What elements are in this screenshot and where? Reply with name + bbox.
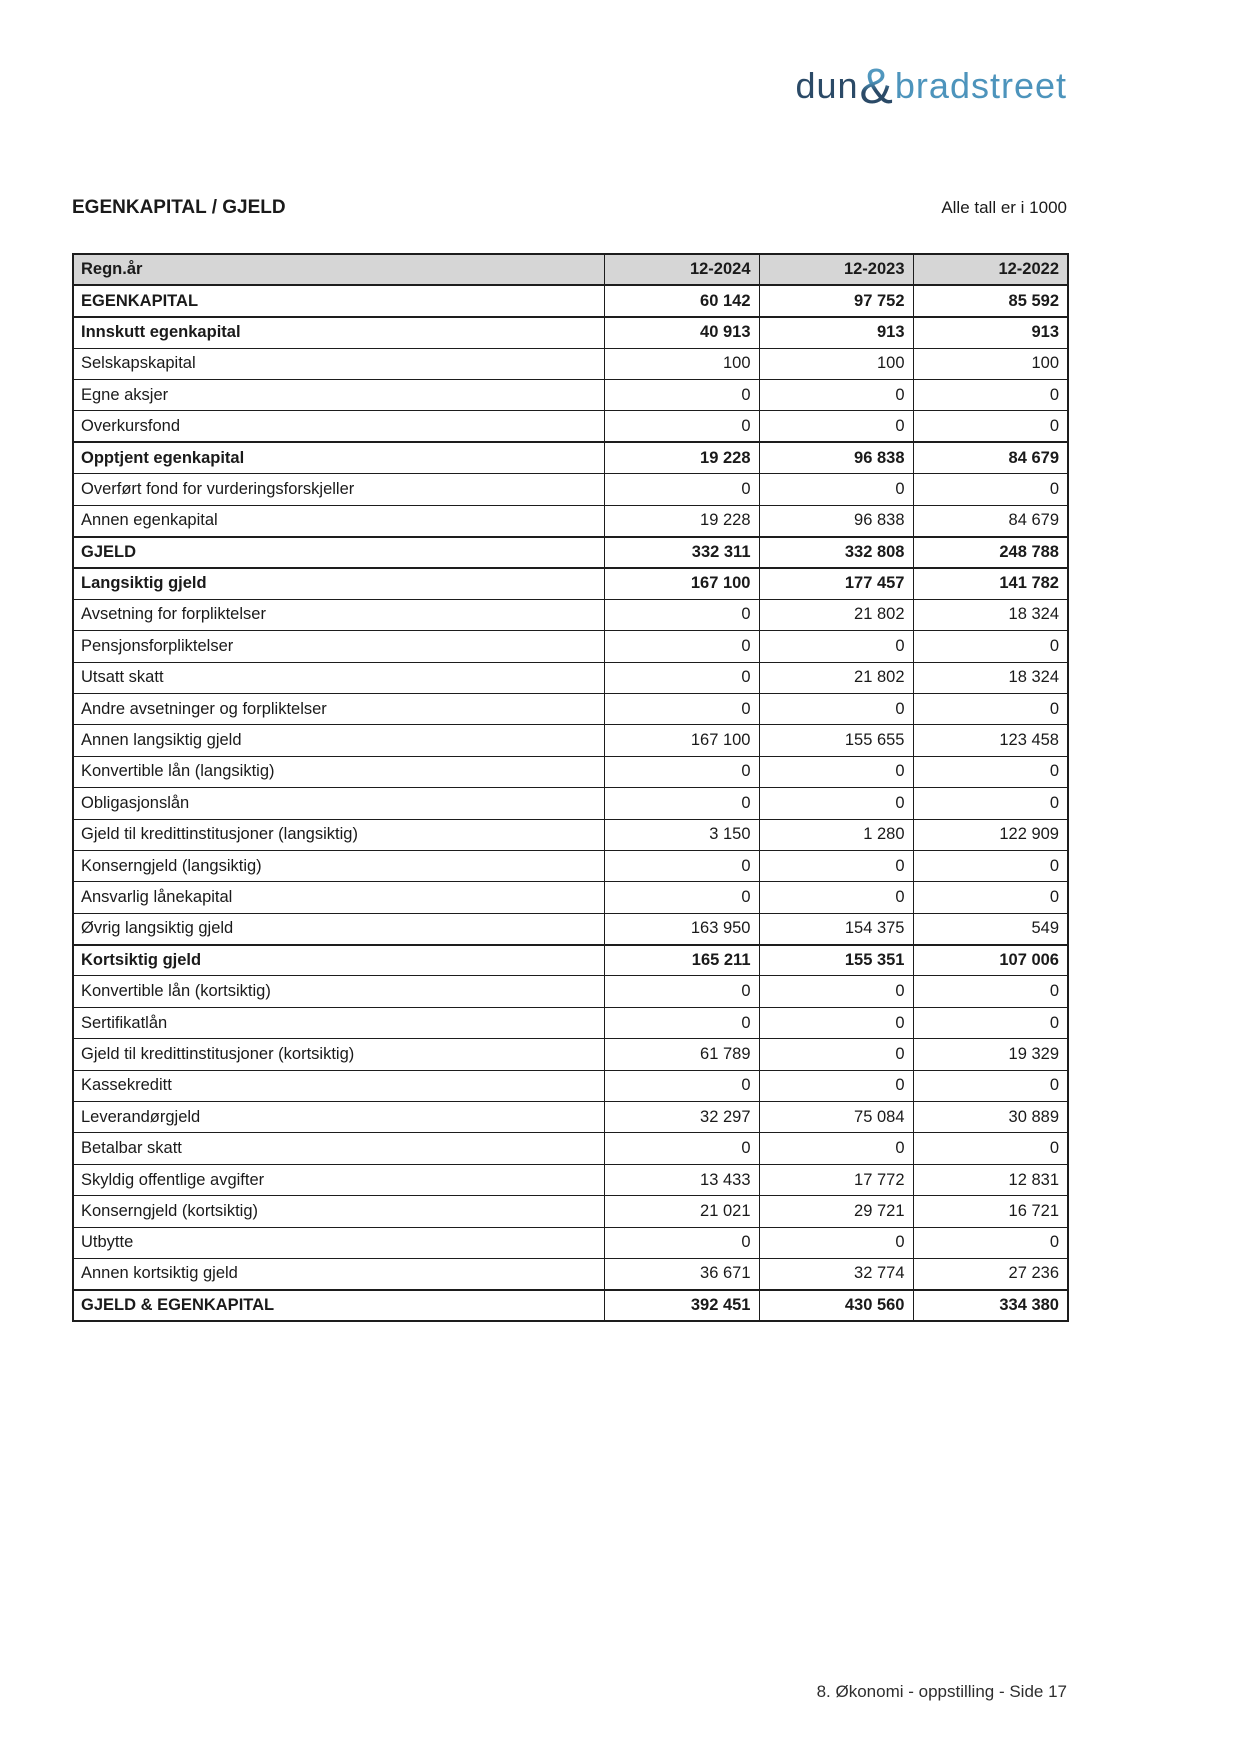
row-value: 0 bbox=[759, 1227, 913, 1258]
row-value: 163 950 bbox=[604, 913, 759, 944]
row-label: Annen kortsiktig gjeld bbox=[73, 1259, 604, 1290]
row-value: 913 bbox=[759, 317, 913, 348]
row-value: 100 bbox=[913, 348, 1068, 379]
table-row bbox=[73, 537, 1068, 568]
table-row bbox=[73, 1133, 1068, 1164]
row-value: 123 458 bbox=[913, 725, 1068, 756]
row-value: 100 bbox=[604, 348, 759, 379]
row-value: 0 bbox=[604, 599, 759, 630]
row-value: 0 bbox=[913, 411, 1068, 442]
row-value: 19 228 bbox=[604, 442, 759, 473]
logo-text-dun: dun bbox=[795, 65, 859, 106]
row-value: 0 bbox=[604, 631, 759, 662]
row-value: 430 560 bbox=[759, 1290, 913, 1321]
table-header-row bbox=[73, 254, 1068, 285]
row-label: Overført fond for vurderingsforskjeller bbox=[73, 474, 604, 505]
row-label: Andre avsetninger og forpliktelser bbox=[73, 693, 604, 724]
row-label: Ansvarlig lånekapital bbox=[73, 882, 604, 913]
row-label: Kassekreditt bbox=[73, 1070, 604, 1101]
row-value: 0 bbox=[604, 756, 759, 787]
table-row bbox=[73, 1102, 1068, 1133]
page-title: EGENKAPITAL / GJELD bbox=[72, 197, 286, 218]
row-value: 84 679 bbox=[913, 442, 1068, 473]
column-header-year-2023: 12-2023 bbox=[759, 254, 913, 285]
table-row bbox=[73, 599, 1068, 630]
row-label: Annen egenkapital bbox=[73, 505, 604, 536]
row-value: 167 100 bbox=[604, 725, 759, 756]
row-value: 0 bbox=[604, 788, 759, 819]
row-value: 392 451 bbox=[604, 1290, 759, 1321]
row-value: 332 311 bbox=[604, 537, 759, 568]
row-value: 0 bbox=[759, 756, 913, 787]
row-label: Konvertible lån (langsiktig) bbox=[73, 756, 604, 787]
row-value: 61 789 bbox=[604, 1039, 759, 1070]
row-value: 0 bbox=[759, 976, 913, 1007]
row-value: 0 bbox=[759, 474, 913, 505]
row-value: 141 782 bbox=[913, 568, 1068, 599]
row-value: 0 bbox=[913, 380, 1068, 411]
row-value: 1 280 bbox=[759, 819, 913, 850]
document-page bbox=[72, 0, 1067, 1754]
row-value: 0 bbox=[759, 631, 913, 662]
row-value: 0 bbox=[759, 1007, 913, 1038]
row-label: Kortsiktig gjeld bbox=[73, 945, 604, 976]
table-row bbox=[73, 568, 1068, 599]
logo-ampersand-icon: & bbox=[859, 58, 894, 114]
row-value: 0 bbox=[604, 1133, 759, 1164]
table-row bbox=[73, 380, 1068, 411]
table-row bbox=[73, 1164, 1068, 1195]
row-value: 0 bbox=[913, 976, 1068, 1007]
row-value: 0 bbox=[604, 693, 759, 724]
column-header-year-2024: 12-2024 bbox=[604, 254, 759, 285]
row-value: 122 909 bbox=[913, 819, 1068, 850]
table-row bbox=[73, 693, 1068, 724]
row-value: 0 bbox=[913, 1227, 1068, 1258]
row-value: 0 bbox=[913, 1007, 1068, 1038]
row-value: 21 021 bbox=[604, 1196, 759, 1227]
row-value: 0 bbox=[604, 882, 759, 913]
row-value: 0 bbox=[759, 411, 913, 442]
row-value: 21 802 bbox=[759, 599, 913, 630]
row-label: Innskutt egenkapital bbox=[73, 317, 604, 348]
row-value: 0 bbox=[759, 788, 913, 819]
row-label: Utbytte bbox=[73, 1227, 604, 1258]
balance-sheet-table bbox=[72, 253, 1069, 1322]
row-value: 96 838 bbox=[759, 505, 913, 536]
row-value: 96 838 bbox=[759, 442, 913, 473]
row-label: Overkursfond bbox=[73, 411, 604, 442]
row-value: 913 bbox=[913, 317, 1068, 348]
row-value: 0 bbox=[913, 1070, 1068, 1101]
row-value: 100 bbox=[759, 348, 913, 379]
table-row bbox=[73, 725, 1068, 756]
row-value: 0 bbox=[759, 380, 913, 411]
logo-text-bradstreet: bradstreet bbox=[894, 65, 1067, 106]
row-value: 0 bbox=[759, 1039, 913, 1070]
row-label: Pensjonsforpliktelser bbox=[73, 631, 604, 662]
row-value: 60 142 bbox=[604, 285, 759, 316]
column-header-regnar: Regn.år bbox=[73, 254, 604, 285]
row-label: Utsatt skatt bbox=[73, 662, 604, 693]
row-label: Selskapskapital bbox=[73, 348, 604, 379]
row-value: 107 006 bbox=[913, 945, 1068, 976]
table-row bbox=[73, 1039, 1068, 1070]
row-value: 32 297 bbox=[604, 1102, 759, 1133]
table-row bbox=[73, 819, 1068, 850]
title-row bbox=[72, 197, 1067, 219]
column-header-year-2022: 12-2022 bbox=[913, 254, 1068, 285]
row-label: Øvrig langsiktig gjeld bbox=[73, 913, 604, 944]
row-label: EGENKAPITAL bbox=[73, 285, 604, 316]
table-body bbox=[73, 285, 1068, 1321]
table-row bbox=[73, 1007, 1068, 1038]
row-value: 32 774 bbox=[759, 1259, 913, 1290]
row-value: 18 324 bbox=[913, 662, 1068, 693]
row-value: 177 457 bbox=[759, 568, 913, 599]
row-label: Annen langsiktig gjeld bbox=[73, 725, 604, 756]
row-value: 97 752 bbox=[759, 285, 913, 316]
table-row bbox=[73, 850, 1068, 881]
table-row bbox=[73, 348, 1068, 379]
table-row bbox=[73, 913, 1068, 944]
row-value: 27 236 bbox=[913, 1259, 1068, 1290]
row-value: 0 bbox=[913, 693, 1068, 724]
row-value: 167 100 bbox=[604, 568, 759, 599]
row-value: 40 913 bbox=[604, 317, 759, 348]
table-row bbox=[73, 285, 1068, 316]
row-label: GJELD & EGENKAPITAL bbox=[73, 1290, 604, 1321]
row-label: Gjeld til kredittinstitusjoner (kortsiktig) bbox=[73, 1039, 604, 1070]
table-row bbox=[73, 474, 1068, 505]
units-note: Alle tall er i 1000 bbox=[941, 198, 1067, 217]
row-value: 0 bbox=[913, 756, 1068, 787]
row-value: 0 bbox=[759, 850, 913, 881]
table-row bbox=[73, 631, 1068, 662]
row-value: 165 211 bbox=[604, 945, 759, 976]
row-label: Konserngjeld (langsiktig) bbox=[73, 850, 604, 881]
row-value: 84 679 bbox=[913, 505, 1068, 536]
table-row bbox=[73, 788, 1068, 819]
row-value: 16 721 bbox=[913, 1196, 1068, 1227]
row-value: 36 671 bbox=[604, 1259, 759, 1290]
row-value: 30 889 bbox=[913, 1102, 1068, 1133]
row-label: Gjeld til kredittinstitusjoner (langsiktig) bbox=[73, 819, 604, 850]
row-value: 0 bbox=[759, 1070, 913, 1101]
row-label: Betalbar skatt bbox=[73, 1133, 604, 1164]
table-row bbox=[73, 662, 1068, 693]
row-value: 0 bbox=[604, 411, 759, 442]
row-value: 0 bbox=[913, 631, 1068, 662]
row-value: 17 772 bbox=[759, 1164, 913, 1195]
row-value: 18 324 bbox=[913, 599, 1068, 630]
row-value: 12 831 bbox=[913, 1164, 1068, 1195]
table-row bbox=[73, 442, 1068, 473]
row-value: 248 788 bbox=[913, 537, 1068, 568]
row-value: 75 084 bbox=[759, 1102, 913, 1133]
row-label: Konvertible lån (kortsiktig) bbox=[73, 976, 604, 1007]
row-value: 155 655 bbox=[759, 725, 913, 756]
dun-bradstreet-logo bbox=[795, 58, 1067, 114]
table-row bbox=[73, 505, 1068, 536]
row-value: 13 433 bbox=[604, 1164, 759, 1195]
row-value: 0 bbox=[913, 850, 1068, 881]
row-value: 19 329 bbox=[913, 1039, 1068, 1070]
row-value: 0 bbox=[604, 662, 759, 693]
table-row bbox=[73, 317, 1068, 348]
row-label: Konserngjeld (kortsiktig) bbox=[73, 1196, 604, 1227]
row-value: 332 808 bbox=[759, 537, 913, 568]
row-value: 155 351 bbox=[759, 945, 913, 976]
page-footer: 8. Økonomi - oppstilling - Side 17 bbox=[816, 1682, 1067, 1701]
row-value: 154 375 bbox=[759, 913, 913, 944]
row-value: 0 bbox=[604, 850, 759, 881]
table-row bbox=[73, 1259, 1068, 1290]
row-value: 0 bbox=[913, 882, 1068, 913]
row-value: 0 bbox=[604, 380, 759, 411]
table-row bbox=[73, 1290, 1068, 1321]
row-label: Langsiktig gjeld bbox=[73, 568, 604, 599]
row-value: 29 721 bbox=[759, 1196, 913, 1227]
table-row bbox=[73, 411, 1068, 442]
row-label: Skyldig offentlige avgifter bbox=[73, 1164, 604, 1195]
row-value: 0 bbox=[913, 474, 1068, 505]
row-label: Opptjent egenkapital bbox=[73, 442, 604, 473]
row-label: Leverandørgjeld bbox=[73, 1102, 604, 1133]
row-label: GJELD bbox=[73, 537, 604, 568]
table-row bbox=[73, 882, 1068, 913]
row-value: 0 bbox=[604, 1007, 759, 1038]
table-row bbox=[73, 1196, 1068, 1227]
table-row bbox=[73, 756, 1068, 787]
row-value: 3 150 bbox=[604, 819, 759, 850]
row-value: 85 592 bbox=[913, 285, 1068, 316]
row-value: 0 bbox=[759, 1133, 913, 1164]
row-value: 0 bbox=[913, 1133, 1068, 1164]
table-row bbox=[73, 1070, 1068, 1101]
row-value: 0 bbox=[604, 1070, 759, 1101]
row-label: Avsetning for forpliktelser bbox=[73, 599, 604, 630]
row-value: 0 bbox=[759, 882, 913, 913]
row-label: Obligasjonslån bbox=[73, 788, 604, 819]
row-value: 0 bbox=[913, 788, 1068, 819]
table-row bbox=[73, 1227, 1068, 1258]
row-value: 19 228 bbox=[604, 505, 759, 536]
row-value: 0 bbox=[604, 1227, 759, 1258]
row-value: 0 bbox=[604, 976, 759, 1007]
row-value: 334 380 bbox=[913, 1290, 1068, 1321]
row-value: 549 bbox=[913, 913, 1068, 944]
row-value: 21 802 bbox=[759, 662, 913, 693]
table-row bbox=[73, 945, 1068, 976]
row-value: 0 bbox=[759, 693, 913, 724]
row-label: Egne aksjer bbox=[73, 380, 604, 411]
table-row bbox=[73, 976, 1068, 1007]
row-value: 0 bbox=[604, 474, 759, 505]
row-label: Sertifikatlån bbox=[73, 1007, 604, 1038]
